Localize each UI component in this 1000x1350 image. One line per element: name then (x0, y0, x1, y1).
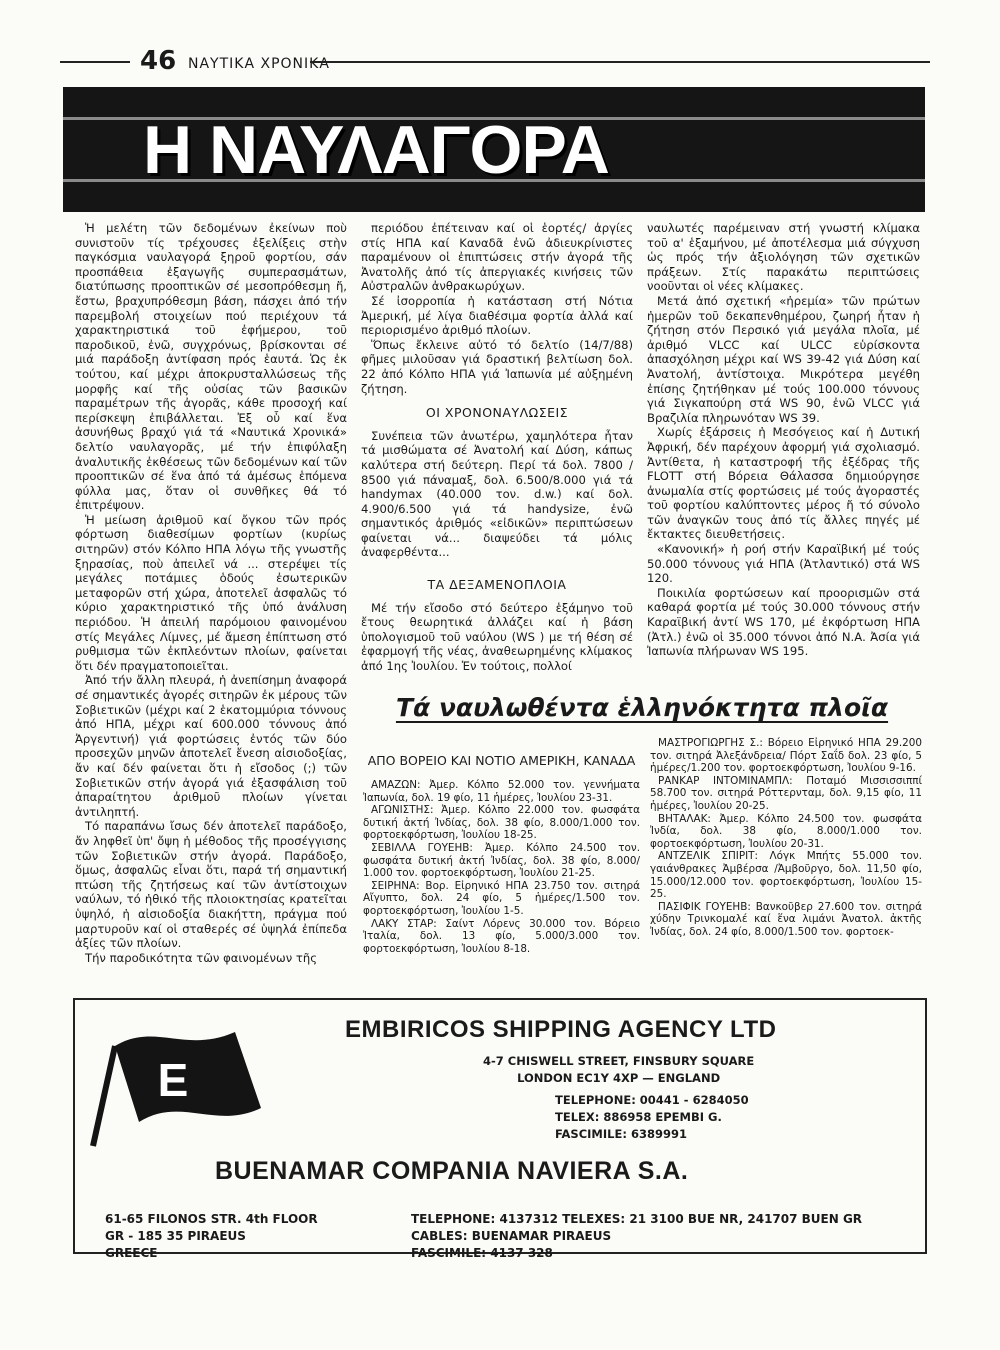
flag-letter: E (157, 1054, 189, 1106)
telephone: TELEPHONE: 4137312 TELEXES: 21 3100 BUE NR, 241707 BUEN GR (411, 1212, 863, 1226)
paragraph: Συνέπεια τῶν ἀνωτέρω, χαμηλότερα ἦταν τά μισθώματα σέ Ἀνατολή καί Δύση, κάπως καλύτερα στή δεύτερη. Περί τά δολ. 7800 / 8500 γιά πάναμαξ, δολ. 6.500/8.000 γιά τά handymax (40.000 τον. d.w.) καί δολ. 4.900/6.500 γιά τά handysize, ἐνῶ σημαντικός ἀριθμός «εἰδικῶν» περιπτώσεων φαίνεται νά... διαψεύδει τά μόλις ἀναφερθέντα... (361, 428, 633, 560)
ship-entry: ΣΕΙΡΗΝΑ: Βορ. Εἰρηνικό ΗΠΑ 23.750 τον. σιτηρά Αἴγυπτο, δολ. 24 φίο, 5 ἡμέρες/1.500 τον. φορτοεκφόρτωση, Ἰουλίου 1-5. (363, 879, 640, 917)
header-rule-right (310, 61, 930, 63)
paragraph: ναυλωτές παρέμειναν στή γνωστή κλίμακα τοῦ α' ἑξαμήνου, μέ ἀποτέλεσμα μιά σύγχυση ὡς πρός τήν ἀξιολόγηση τῶν σχετικῶν πράξεων. Στίς παρακάτω περιπτώσεις νοοῦνται οἱ νέες κλίμακες. (647, 221, 920, 294)
company-name: EMBIRICOS SHIPPING AGENCY LTD (345, 1016, 777, 1043)
address-line: GREECE (105, 1246, 158, 1260)
address-line: 4-7 CHISWELL STREET, FINSBURY SQUARE (483, 1054, 755, 1068)
advertisement-box (73, 998, 927, 1260)
paragraph: Ὅπως ἔκλεινε αὐτό τό δελτίο (14/7/88) φῆμες μιλοῦσαν γιά δραστική βελτίωση δολ. 22 ἀπό Κόλπο ΗΠΑ γιά Ἰαπωνία μέ αὐξημένη ζήτηση. (361, 337, 633, 396)
paragraph: Σέ ἰσορροπία ἡ κατάσταση στή Νότια Ἀμερική, μέ λίγα διαθέσιμα φορτία ἀλλά καί περιορισμένο ἀριθμό πλοίων. (361, 293, 633, 338)
ship-entry: ΜΑΣΤΡΟΓΙΩΡΓΗΣ Σ.: Βόρειο Εἰρηνικό ΗΠΑ 29.200 τον. σιτηρά Ἀλεξάνδρεια/ Πόρτ Σαΐδ δολ. 23 φίο, 5 ἡμέρες/1.200 τον. φορτοεκφόρτωση, Ἰουλίου 9-16. (650, 737, 922, 775)
company-name-2: BUENAMAR COMPANIA NAVIERA S.A. (215, 1157, 689, 1185)
ship-entry: ΑΜΑΖΩΝ: Ἀμερ. Κόλπο 52.000 τον. γεννήματα Ἰαπωνία, δολ. 19 φίο, 11 ἡμέρες, Ἰουλίου 23-31. (363, 779, 640, 804)
company-contact (555, 1092, 749, 1143)
paragraph: Ποικιλία φορτώσεων καί προορισμῶν στά καθαρά φορτία μέ τούς 30.000 τόννους στήν Καραϊβική ἀντί WS 170, μέ ἐκφόρτωση ΗΠΑ (Ἀτλ.) ἐνῶ οἱ 35.000 τόννοι ἀπό Ν.Α. Ἀσία γιά Ἰαπωνία πλήρωναν WS 195. (647, 585, 920, 659)
page-header (60, 46, 930, 80)
section-banner (63, 87, 925, 212)
ship-entry: ΑΓΩΝΙΣΤΗΣ: Ἀμερ. Κόλπο 22.000 τον. φωσφάτα δυτική ἀκτή Ἰνδίας, δολ. 38 φίο, 8.000/1.000 τον. φορτοεκφόρτωση, Ἰουλίου 18-25. (363, 804, 640, 842)
paragraph: περιόδου ἐπέτειναν καί οἱ ἑορτές/ ἀργίες στίς ΗΠΑ καί Καναδᾶ ἐνῶ ἀδιευκρίνιστες παραμένουν οἱ ἐπιπτώσεις στήν ἀγορά τῆς Ἀνατολῆς ἀπό τίς ἀπεργιακές κινήσεις τῶν Αὐστραλῶν ἀνθρακωρύχων. (361, 221, 633, 294)
paragraph: Ἡ μελέτη τῶν δεδομένων ἐκείνων ποὺ συνιστοῦν τίς τρέχουσες ἐξελίξεις στὴν παγκόσμια ναυλαγορά ξηροῦ φορτίου, σάν προσπάθεια ἐξαγωγῆς συμπερασμάτων, διατύπωσης προοπτικῶν σέ μεσοπρόθεσμη ἤ, ἔστω, βραχυπρόθεσμη βάση, πάσχει ἀπό τήν παρεμβολή στοιχείων πού περιέχουν τά χαρακτηριστικά τοῦ ἐφήμερου, τοῦ παροδικοῦ, ἐνῶ, συγχρόνως, βρίσκονται σέ μιά παράδοξη ἀντίφαση πρός ἑαυτά. Ὡς ἐκ τούτου, καί μέχρι ἀποκρυσταλλώσεως τῆς μορφῆς καί τῆς οὐσίας τῶν βασικῶν παραμέτρων τῆς ἀγορᾶς, κάθε προσοχή καί περίσκεψη ἐπιβάλλεται. Ἐξ οὗ καί ἕνα ἀσυνήθως βραχύ γιά τά «Ναυτικά Χρονικά» δελτίο ναυλαγορᾶς, μέ τήν ἐπιφύλαξη ἀναλυτικῆς ἐκθέσεως τῶν δεδομένων καί τῶν προοπτικῶν σέ ἕνα ἀπό τά ἀμέσως ἑπόμενα φύλλα μας, ὅταν οἱ συνθῆκες θά τό ἐπιτρέψουν. (75, 221, 347, 513)
fax: FASCIMILE: 4137 328 (411, 1246, 553, 1260)
chartered-ships-subheading: ΑΠΟ ΒΟΡΕΙΟ ΚΑΙ ΝΟΤΙΟ ΑΜΕΡΙΚΗ, ΚΑΝΑΔΑ (367, 753, 636, 768)
ship-entry: ΣΕΒΙΛΛΑ ΓΟΥΕΗΒ: Ἀμερ. Κόλπο 24.500 τον. φωσφάτα δυτική ἀκτή Ἰνδίας, δολ. 38 φίο, 8.000/ 1.000 τον. φορτοεκφόρτωση, Ἰουλίου 21-25. (363, 841, 640, 880)
article-column-2 (361, 221, 633, 674)
magazine-name: ΝΑΥΤΙΚΑ ΧΡΟΝΙΚΑ (188, 56, 330, 72)
chartered-ships-column-2 (650, 737, 922, 939)
chartered-ships-column-1 (363, 752, 640, 955)
article-column-3 (647, 221, 920, 659)
company-address (483, 1053, 754, 1087)
paragraph: «Κανονική» ἡ ροή στήν Καραϊβική μέ τούς 50.000 τόννους γιά ΗΠΑ (Ἀτλαντικό) στά WS 120. (647, 542, 920, 586)
cables: CABLES: BUENAMAR PIRAEUS (411, 1229, 612, 1243)
paragraph: Ἀπό τήν ἄλλη πλευρά, ἡ ἀνεπίσημη ἀναφορά σέ σημαντικές ἀγορές σιτηρῶν ἐκ μέρους τῶν Σοβιετικῶν (μέχρι καί 2 ἑκατομμύρια τόννους ἀπό ΗΠΑ, μέχρι καί 600.000 τόννους ἀπό Ἀργεντινή) γιά φορτώσεις ἐντός τῶν δύο προσεχῶν μηνῶν ἀποτελεῖ ἔνεση αἰσιοδοξίας, ἄν καί δέν φαίνεται ὅτι ἡ εἴσοδος (;) τῶν Σοβιετικῶν στήν ἀγορά γιά ἐξασφάλιση τοῦ ἀπαραίτητου ἀριθμοῦ πλοίων γίνεται ἀντιληπτή. (75, 673, 347, 819)
paragraph: Χωρίς ἐξάρσεις ἡ Μεσόγειος καί ἡ Δυτική Ἀφρική, δέν παρέχουν ἀφορμή γιά σχολιασμό. Ἀντίθετα, ἡ καταστροφή τῆς ἐξέδρας τῆς FLOTT στή Βόρεια Θάλασσα δημιούργησε ἀνωμαλία στίς φορτώσεις μέ τούς ἀγοραστές τοῦ φορτίου καλύπτοντες μέρος ἤ τό σύνολο τῶν ἀναγκῶν τους ἀπό τίς ἄλλες πηγές μέ ἔκτακτες διευθετήσεις. (647, 425, 920, 542)
flag-logo-icon (85, 1014, 275, 1154)
paragraph: Μέ τήν εἴσοδο στό δεύτερο ἑξάμηνο τοῦ ἔτους θεωρητικά ἀλλάζει καί ἡ βάση ὑπολογισμοῦ τοῦ ναύλου (WS ) με τή θέση σέ ἐφαρμογή τῆς νέας, ἀναθεωρημένης κλίμακος ἀπό 1ης Ἰουλίου. Ἐν τούτοις, πολλοί (361, 600, 633, 674)
company-2-address (105, 1211, 318, 1262)
section-title: Η ΝΑΥΛΑΓΟΡΑ (143, 112, 609, 188)
ship-entry: ΡΑΝΚΑΡ ΙΝΤΟΜΙΝΑΜΠΛ: Ποταμό Μισσισσιππί 58.700 τον. σιτηρά Ρόττερνταμ, δολ. 9,15 φίο, 11 ἡμέρες, Ἰουλίου 20-25. (650, 774, 922, 812)
paragraph: Μετά ἀπό σχετική «ἠρεμία» τῶν πρώτων ἡμερῶν τοῦ δεκαπενθημέρου, ζωηρή ἦταν ἡ ζήτηση στόν Περσικό γιά μεγάλα πλοῖα, μέ ἀριθμό VLCC καί ULCC εὑρίσκοντα ἀπασχόληση μέχρι καί WS 39-42 γιά Δύση καί Ἀνατολή, ἀντίστοιχα. Μικρότερα μεγέθη ἐπίσης ζητήθηκαν μέ τούς 100.000 τόννους γιά Σιγκαπούρη στά WS 90, ἐνῶ VLCC γιά Βραζιλία πληρωνόταν WS 39. (647, 293, 920, 425)
ship-entry: ΠΑΣΙΦΙΚ ΓΟΥΕΗΒ: Βανκοῦβερ 27.600 τον. σιτηρά χύδην Τρινκομαλέ καί ἕνα λιμάνι Ἀνατολ. ἀκτῆς Ἰνδίας, δολ. 24 φίο, 8.000/1.500 τον. φορτοεκ- (650, 900, 922, 938)
page-number: 46 (140, 46, 177, 76)
fax: FASCIMILE: 6389991 (555, 1127, 687, 1141)
address-line: GR - 185 35 PIRAEUS (105, 1229, 246, 1243)
ship-entry: ΒΗΤΑΛΑΚ: Ἀμερ. Κόλπο 24.500 τον. φωσφάτα Ἰνδία, δολ. 38 φίο, 8.000/1.000 τον. φορτοεκφόρτωση, Ἰουλίου 20-31. (650, 812, 922, 850)
ship-entry: ΑΝΤΖΕΛΙΚ ΣΠΙΡΙΤ: Λόγκ Μπήτς 55.000 τον. γαιάνθρακες Ἀμβέρσα /Ἀμβοῦργο, δολ. 11,50 φίο, 15.000/12.000 τον. φορτοεκφόρτωση, Ἰουλίου 15-25. (650, 850, 922, 901)
chartered-ships-title: Τά ναυλωθέντα ἑλληνόκτητα πλοῖα (395, 693, 889, 722)
ship-entry: ΛΑΚΥ ΣΤΑΡ: Σαίντ Λόρενς 30.000 τον. Βόρειο Ἰταλία, δολ. 13 φίο, 5.000/3.000 τον. φορτοεκφόρτωση, Ἰουλίου 8-18. (363, 917, 640, 955)
telephone: TELEPHONE: 00441 - 6284050 (555, 1093, 749, 1107)
paragraph: Τήν παροδικότητα τῶν φαινομένων τῆς (85, 950, 317, 965)
subheading-tankers: ΤΑ ΔΕΞΑΜΕΝΟΠΛΟΙΑ (427, 577, 567, 593)
subheading-time-charter: ΟΙ ΧΡΟΝΟΝΑΥΛΩΣΕΙΣ (425, 405, 569, 421)
address-line: LONDON EC1Y 4XP — ENGLAND (517, 1071, 721, 1085)
telex: TELEX: 886958 EPEMBI G. (555, 1110, 722, 1124)
address-line: 61-65 FILONOS STR. 4th FLOOR (105, 1212, 318, 1226)
paragraph: Τό παραπάνω ἴσως δέν ἀποτελεῖ παράδοξο, ἄν ληφθεῖ ὑπ' ὄψη ἡ μέθοδος τῆς προσέγγισης τῶν Σοβιετικῶν στήν ἀγορά. Παράδοξο, ὅμως, ἀσφαλῶς εἶναι ὅτι, παρά τή σημαντική πτώση τῆς ζητήσεως καί τῶν ἀντίστοιχων ναύλων, τό ἠθικό τῆς πλοιοκτησίας κρατεῖται ὑψηλό, ἡ αἰσιοδοξία διακήττη, πράγμα πού μαρτυροῦν καί οἱ σταθερές σέ ὑψηλά ἐπίπεδα ἀξίες τῶν πλοίων. (75, 819, 347, 951)
header-rule-left (60, 61, 130, 63)
article-column-1 (75, 221, 347, 965)
paragraph: Ἡ μείωση ἀριθμοῦ καί ὄγκου τῶν πρός φόρτωση διαθεσίμων φορτίων (κυρίως σιτηρῶν) στόν Κόλπο ΗΠΑ λόγω τῆς γνωστῆς ξηρασίας, ποὺ ἀπειλεῖ νά ... στερέψει τίς μεγάλες ποτάμιες ὁδούς ἐσωτερικῶν μεταφορῶν στή χώρα, ἀποτελεῖ ἀσφαλῶς τό κύριο χαρακτηριστικό τῆς ὑπό ἀνάλυση περιόδου. Ἡ ἀπειλή παρόμοιου φαινομένου στίς Μεγάλες Λίμνες, μέ ἄμεση ἐπίπτωση στό ρυθμισμα τῶν ἐκπλεόντων πλοίων, φαίνεται ὅτι δέν πραγματοποιεῖται. (75, 512, 347, 673)
company-2-contact (411, 1211, 862, 1262)
